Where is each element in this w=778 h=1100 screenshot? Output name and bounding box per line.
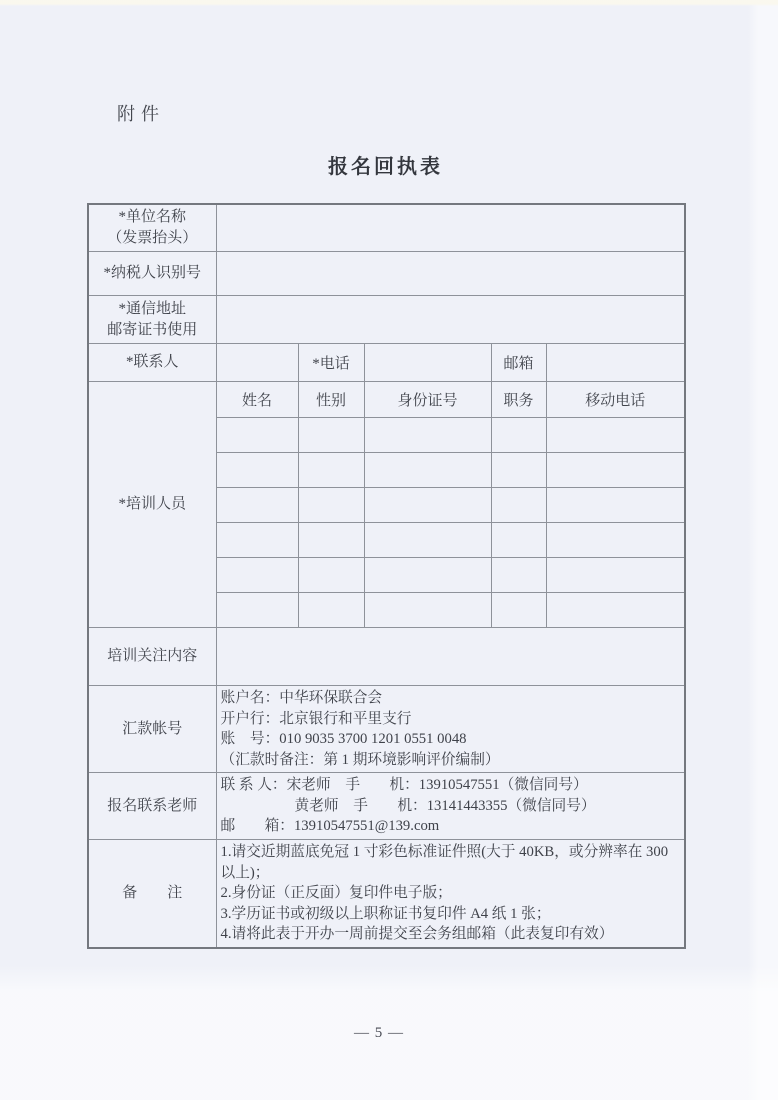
remittance-details [216, 686, 685, 773]
mail-address-label [88, 296, 216, 344]
contact-row [88, 344, 685, 382]
trainee-cell [364, 488, 491, 523]
trainee-cell [364, 453, 491, 488]
training-focus-value [216, 628, 685, 686]
trainee-cell [216, 418, 298, 453]
trainee-cell [298, 453, 364, 488]
taxpayer-id-value [216, 252, 685, 296]
trainees-label: *培训人员 [88, 382, 216, 628]
trainee-cell [546, 488, 685, 523]
trainee-cell [491, 488, 546, 523]
teachers-row [88, 773, 685, 840]
trainee-cell [546, 523, 685, 558]
trainee-cell [298, 418, 364, 453]
remittance-account-name: 账户名：中华环保联合会 [220, 690, 383, 706]
unit-name-value [216, 204, 685, 252]
teacher-email: 邮 箱：13910547551@139.com [220, 818, 440, 835]
email-label: 邮箱 [491, 344, 546, 382]
trainee-cell [216, 453, 298, 488]
mail-address-label-line1: *通信地址 [118, 300, 186, 317]
trainee-cell [491, 558, 546, 593]
trainee-col-position: 职务 [491, 382, 546, 418]
remittance-bank: 开户行：北京银行和平里支行 [220, 710, 412, 727]
trainee-cell [491, 523, 546, 558]
trainee-cell [364, 523, 491, 558]
trainee-cell [364, 593, 491, 628]
mail-address-value [216, 296, 685, 344]
taxpayer-id-row [88, 252, 685, 296]
trainee-cell [364, 558, 491, 593]
trainee-cell [546, 593, 685, 628]
remittance-account-number: 账 号：010 9035 3700 1201 0551 0048 [220, 731, 467, 747]
mail-address-label-line2: 邮寄证书使用 [107, 321, 198, 338]
phone-value [364, 344, 491, 382]
trainee-cell [216, 523, 298, 558]
unit-name-label-line2: （发票抬头） [107, 230, 198, 246]
trainee-cell [491, 453, 546, 488]
teacher-contact-2: 黄老师 手 机：13141443355（微信同号） [294, 797, 596, 814]
remark-item-4: 4.请将此表于开办一周前提交至会务组邮箱（此表复印有效） [220, 926, 614, 942]
unit-name-label [88, 204, 216, 252]
contact-label: *联系人 [88, 344, 216, 382]
registration-form-table [87, 203, 686, 949]
trainee-cell [546, 558, 685, 593]
trainee-col-name: 姓名 [216, 382, 298, 418]
teacher-contact-1: 联 系 人：宋老师 手 机：13910547551（微信同号） [220, 777, 588, 794]
page-number: — 5 — [354, 1025, 404, 1041]
trainee-cell [298, 558, 364, 593]
training-focus-row [88, 628, 685, 686]
teachers-details [216, 773, 685, 840]
teachers-label: 报名联系老师 [88, 773, 216, 840]
remarks-details [216, 840, 685, 948]
phone-label: *电话 [298, 344, 364, 382]
taxpayer-id-label: *纳税人识别号 [88, 252, 216, 296]
email-value [546, 344, 685, 382]
trainee-cell [216, 488, 298, 523]
remittance-note: （汇款时备注：第 1 期环境影响评价编制） [220, 751, 500, 768]
unit-name-label-line1: *单位名称 [118, 209, 186, 225]
remark-item-1: 1.请交近期蓝底免冠 1 寸彩色标准证件照(大于 40KB，或分辨率在 300 以上)； [220, 844, 669, 881]
trainee-cell [216, 593, 298, 628]
trainee-col-gender: 性别 [298, 382, 364, 418]
training-focus-label: 培训关注内容 [88, 628, 216, 686]
remittance-row [88, 686, 685, 773]
trainee-cell [216, 558, 298, 593]
remittance-label: 汇款帐号 [88, 686, 216, 773]
trainee-cell [298, 593, 364, 628]
trainee-cell [298, 523, 364, 558]
remarks-row [88, 840, 685, 948]
unit-name-row [88, 204, 685, 252]
trainee-cell [491, 418, 546, 453]
trainee-col-mobile: 移动电话 [546, 382, 685, 418]
contact-value [216, 344, 298, 382]
trainee-cell [491, 593, 546, 628]
page-title: 报名回执表 [328, 156, 443, 178]
trainee-cell [364, 418, 491, 453]
trainee-cell [298, 488, 364, 523]
trainee-cell [546, 418, 685, 453]
mail-address-row [88, 296, 685, 344]
remark-item-2: 2.身份证（正反面）复印件电子版； [220, 885, 452, 901]
remark-item-3: 3.学历证书或初级以上职称证书复印件 A4 纸 1 张； [220, 905, 551, 922]
trainee-col-id-number: 身份证号 [364, 382, 491, 418]
attachment-label: 附件 [117, 104, 165, 124]
trainee-cell [546, 453, 685, 488]
trainee-header-row [88, 382, 685, 418]
remarks-label: 备 注 [88, 840, 216, 948]
